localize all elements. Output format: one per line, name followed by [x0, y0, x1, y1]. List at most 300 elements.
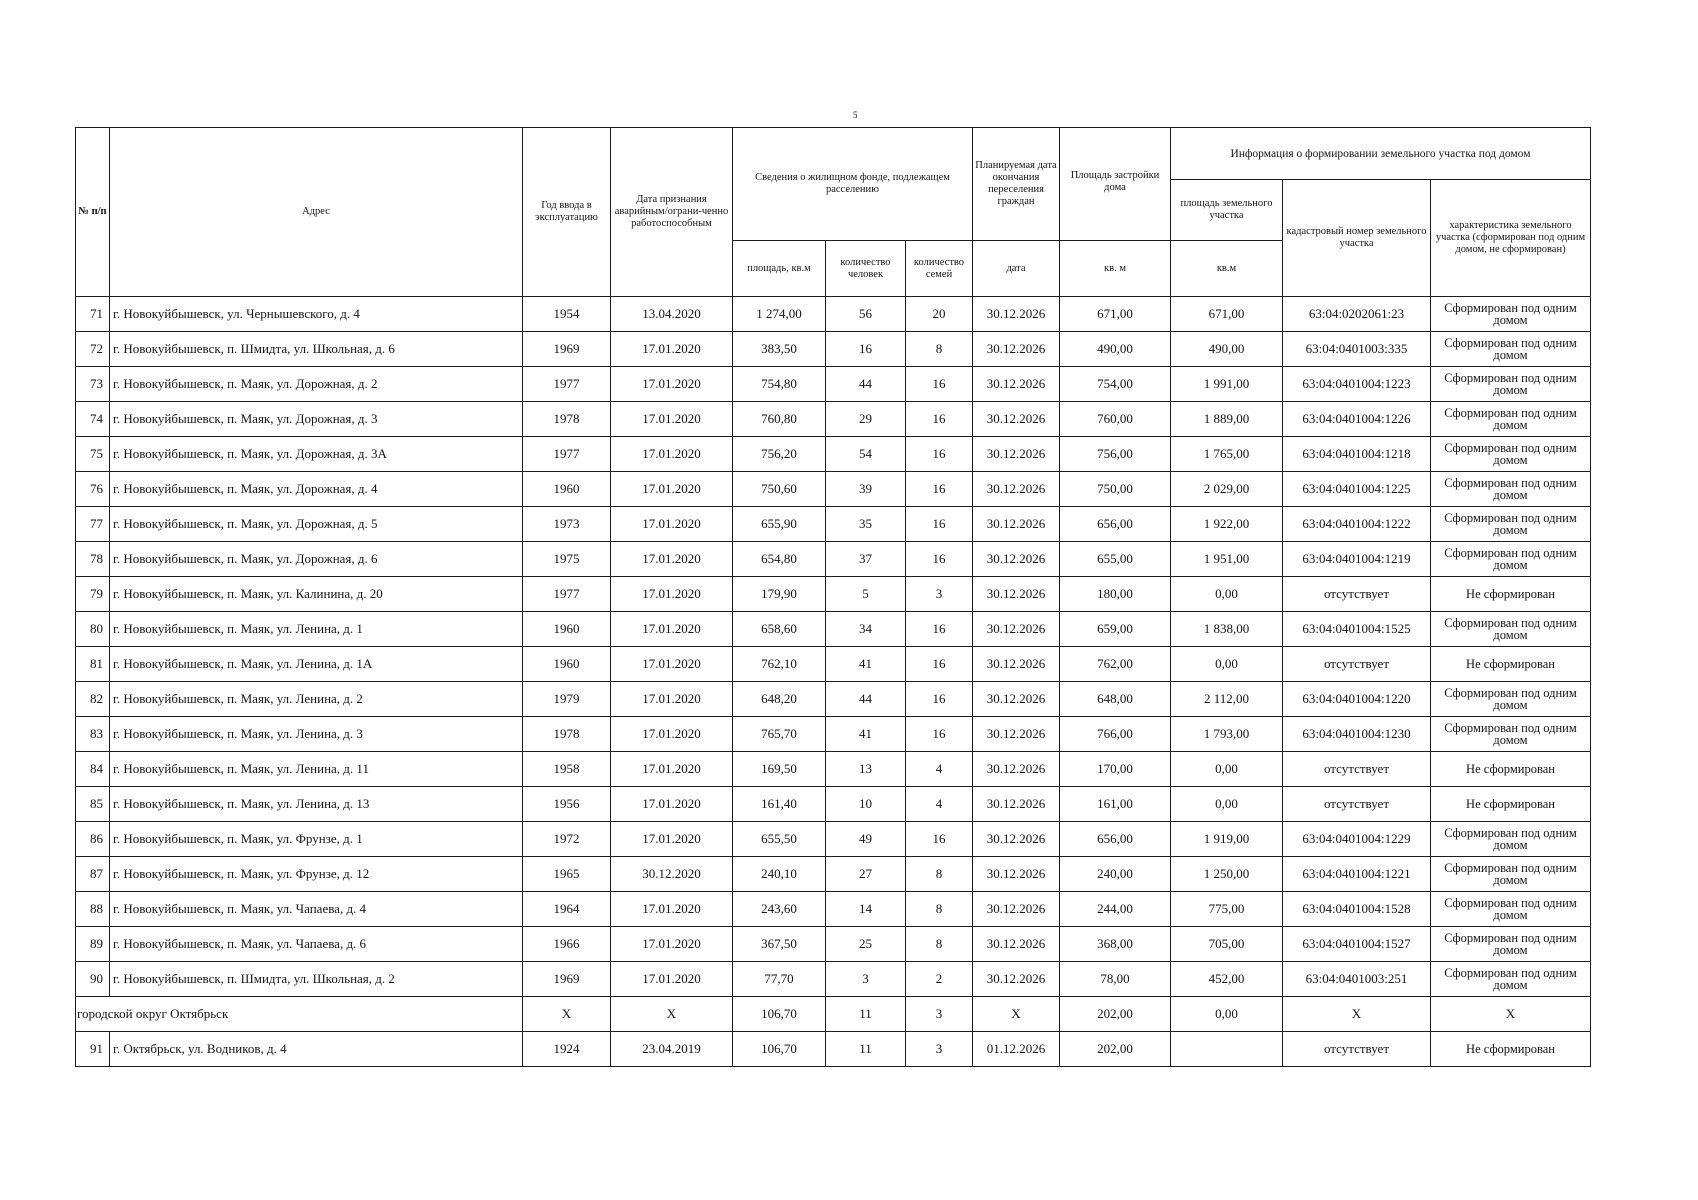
table-row — [76, 647, 1591, 682]
header-no: № п/п — [76, 128, 110, 297]
row-persons: 39 — [826, 472, 906, 507]
row-families: 16 — [906, 472, 973, 507]
row-char: Сформирован под одним домом — [1431, 472, 1591, 507]
row-persons: 5 — [826, 577, 906, 612]
row-end: 30.12.2026 — [973, 542, 1060, 577]
row-land: 775,00 — [1171, 892, 1283, 927]
row-cad: 63:04:0401003:335 — [1283, 332, 1431, 367]
row-address: г. Новокуйбышевск, п. Маяк, ул. Ленина, д. 1 — [110, 612, 523, 647]
section-cad: X — [1283, 997, 1431, 1032]
row-address: г. Новокуйбышевск, п. Маяк, ул. Дорожная, д. 2 — [110, 367, 523, 402]
row-end: 30.12.2026 — [973, 857, 1060, 892]
row-land: 452,00 — [1171, 962, 1283, 997]
row-end: 30.12.2026 — [973, 297, 1060, 332]
row-no: 84 — [76, 752, 110, 787]
row-persons: 16 — [826, 332, 906, 367]
row-persons: 49 — [826, 822, 906, 857]
row-end: 30.12.2026 — [973, 612, 1060, 647]
row-building: 202,00 — [1060, 1032, 1171, 1067]
row-land: 1 889,00 — [1171, 402, 1283, 437]
row-no: 87 — [76, 857, 110, 892]
row-area: 169,50 — [733, 752, 826, 787]
row-building: 756,00 — [1060, 437, 1171, 472]
table-row — [76, 962, 1591, 997]
section-land: 0,00 — [1171, 997, 1283, 1032]
row-building: 655,00 — [1060, 542, 1171, 577]
row-no: 78 — [76, 542, 110, 577]
row-area: 77,70 — [733, 962, 826, 997]
header-planned-end-sub: дата — [973, 241, 1060, 297]
row-families: 4 — [906, 787, 973, 822]
row-cad: 63:04:0401004:1220 — [1283, 682, 1431, 717]
row-year: 1978 — [523, 402, 611, 437]
row-persons: 44 — [826, 367, 906, 402]
row-land: 1 765,00 — [1171, 437, 1283, 472]
row-no: 80 — [76, 612, 110, 647]
row-year: 1960 — [523, 647, 611, 682]
row-persons: 44 — [826, 682, 906, 717]
row-address: г. Новокуйбышевск, п. Маяк, ул. Чапаева, д. 6 — [110, 927, 523, 962]
row-area: 762,10 — [733, 647, 826, 682]
row-land — [1171, 1032, 1283, 1067]
table-row — [76, 612, 1591, 647]
row-address: г. Новокуйбышевск, п. Маяк, ул. Фрунзе, д. 1 — [110, 822, 523, 857]
row-families: 16 — [906, 367, 973, 402]
row-year: 1978 — [523, 717, 611, 752]
row-no: 81 — [76, 647, 110, 682]
row-year: 1969 — [523, 332, 611, 367]
row-persons: 54 — [826, 437, 906, 472]
row-no: 82 — [76, 682, 110, 717]
row-area: 750,60 — [733, 472, 826, 507]
row-date: 17.01.2020 — [611, 822, 733, 857]
table-row — [76, 577, 1591, 612]
row-persons: 14 — [826, 892, 906, 927]
row-no: 74 — [76, 402, 110, 437]
row-land: 671,00 — [1171, 297, 1283, 332]
row-cad: 63:04:0401004:1218 — [1283, 437, 1431, 472]
row-persons: 25 — [826, 927, 906, 962]
table-row — [76, 717, 1591, 752]
row-building: 648,00 — [1060, 682, 1171, 717]
row-address: г. Новокуйбышевск, п. Маяк, ул. Ленина, д. 13 — [110, 787, 523, 822]
row-area: 648,20 — [733, 682, 826, 717]
row-land: 2 112,00 — [1171, 682, 1283, 717]
row-end: 30.12.2026 — [973, 472, 1060, 507]
header-families: количество семей — [906, 241, 973, 297]
row-land: 1 919,00 — [1171, 822, 1283, 857]
row-no: 71 — [76, 297, 110, 332]
row-year: 1979 — [523, 682, 611, 717]
row-end: 30.12.2026 — [973, 787, 1060, 822]
row-families: 8 — [906, 857, 973, 892]
row-building: 659,00 — [1060, 612, 1171, 647]
row-families: 16 — [906, 682, 973, 717]
row-year: 1975 — [523, 542, 611, 577]
row-year: 1977 — [523, 437, 611, 472]
row-char: Сформирован под одним домом — [1431, 857, 1591, 892]
row-persons: 10 — [826, 787, 906, 822]
header-address: Адрес — [110, 128, 523, 297]
row-address: г. Новокуйбышевск, п. Маяк, ул. Ленина, д. 3 — [110, 717, 523, 752]
row-families: 16 — [906, 507, 973, 542]
row-address: г. Новокуйбышевск, п. Маяк, ул. Ленина, д. 2 — [110, 682, 523, 717]
table-row — [76, 787, 1591, 822]
row-char: Сформирован под одним домом — [1431, 402, 1591, 437]
header-building-area-sub: кв. м — [1060, 241, 1171, 297]
row-families: 16 — [906, 437, 973, 472]
row-land: 1 838,00 — [1171, 612, 1283, 647]
row-cad: 63:04:0401004:1225 — [1283, 472, 1431, 507]
table-header — [76, 128, 1591, 297]
row-char: Сформирован под одним домом — [1431, 717, 1591, 752]
row-char: Не сформирован — [1431, 647, 1591, 682]
row-char: Не сформирован — [1431, 577, 1591, 612]
row-address: г. Новокуйбышевск, п. Шмидта, ул. Школьная, д. 2 — [110, 962, 523, 997]
table-row — [76, 332, 1591, 367]
row-building: 244,00 — [1060, 892, 1171, 927]
row-char: Сформирован под одним домом — [1431, 542, 1591, 577]
row-date: 17.01.2020 — [611, 472, 733, 507]
row-end: 30.12.2026 — [973, 437, 1060, 472]
row-year: 1960 — [523, 472, 611, 507]
row-land: 0,00 — [1171, 787, 1283, 822]
table-row — [76, 472, 1591, 507]
row-end: 30.12.2026 — [973, 332, 1060, 367]
row-families: 8 — [906, 892, 973, 927]
section-end: X — [973, 997, 1060, 1032]
row-building: 750,00 — [1060, 472, 1171, 507]
row-address: г. Новокуйбышевск, п. Маяк, ул. Чапаева, д. 4 — [110, 892, 523, 927]
row-year: 1960 — [523, 612, 611, 647]
header-cadastral: кадастровый номер земельного участка — [1283, 180, 1431, 297]
row-land: 1 250,00 — [1171, 857, 1283, 892]
row-area: 756,20 — [733, 437, 826, 472]
row-address: г. Новокуйбышевск, п. Маяк, ул. Дорожная, д. 3А — [110, 437, 523, 472]
row-families: 16 — [906, 822, 973, 857]
row-char: Сформирован под одним домом — [1431, 507, 1591, 542]
row-building: 78,00 — [1060, 962, 1171, 997]
row-no: 88 — [76, 892, 110, 927]
row-year: 1964 — [523, 892, 611, 927]
row-no: 73 — [76, 367, 110, 402]
row-date: 17.01.2020 — [611, 717, 733, 752]
row-cad: 63:04:0401004:1219 — [1283, 542, 1431, 577]
row-date: 17.01.2020 — [611, 577, 733, 612]
row-building: 368,00 — [1060, 927, 1171, 962]
row-area: 655,50 — [733, 822, 826, 857]
row-address: г. Новокуйбышевск, п. Маяк, ул. Калинина, д. 20 — [110, 577, 523, 612]
header-area-sqm: площадь, кв.м — [733, 241, 826, 297]
header-land-area: площадь земельного участка — [1171, 180, 1283, 241]
row-cad: отсутствует — [1283, 577, 1431, 612]
row-end: 30.12.2026 — [973, 752, 1060, 787]
page-number: 5 — [853, 110, 858, 120]
row-end: 30.12.2026 — [973, 577, 1060, 612]
row-cad: отсутствует — [1283, 647, 1431, 682]
row-persons: 29 — [826, 402, 906, 437]
row-building: 656,00 — [1060, 822, 1171, 857]
row-year: 1969 — [523, 962, 611, 997]
table-row — [76, 507, 1591, 542]
header-planned-end: Планируемая дата окончания переселения граждан — [973, 128, 1060, 241]
table-row — [76, 682, 1591, 717]
row-date: 13.04.2020 — [611, 297, 733, 332]
row-area: 383,50 — [733, 332, 826, 367]
row-no: 77 — [76, 507, 110, 542]
row-address: г. Новокуйбышевск, п. Маяк, ул. Дорожная, д. 5 — [110, 507, 523, 542]
row-date: 23.04.2019 — [611, 1032, 733, 1067]
row-no: 86 — [76, 822, 110, 857]
row-families: 16 — [906, 647, 973, 682]
row-char: Не сформирован — [1431, 787, 1591, 822]
row-families: 16 — [906, 717, 973, 752]
row-year: 1972 — [523, 822, 611, 857]
row-date: 17.01.2020 — [611, 927, 733, 962]
table-row — [76, 857, 1591, 892]
row-char: Не сформирован — [1431, 752, 1591, 787]
row-land: 1 922,00 — [1171, 507, 1283, 542]
row-land: 1 951,00 — [1171, 542, 1283, 577]
row-no: 91 — [76, 1032, 110, 1067]
section-area: 106,70 — [733, 997, 826, 1032]
section-name: городской округ Октябрьск — [76, 997, 523, 1032]
row-cad: 63:04:0202061:23 — [1283, 297, 1431, 332]
row-families: 3 — [906, 1032, 973, 1067]
row-area: 240,10 — [733, 857, 826, 892]
row-persons: 34 — [826, 612, 906, 647]
row-end: 30.12.2026 — [973, 367, 1060, 402]
row-building: 760,00 — [1060, 402, 1171, 437]
row-year: 1958 — [523, 752, 611, 787]
row-char: Сформирован под одним домом — [1431, 822, 1591, 857]
row-area: 754,80 — [733, 367, 826, 402]
row-no: 89 — [76, 927, 110, 962]
row-persons: 35 — [826, 507, 906, 542]
row-cad: 63:04:0401004:1221 — [1283, 857, 1431, 892]
table-row — [76, 1032, 1591, 1067]
row-char: Сформирован под одним домом — [1431, 892, 1591, 927]
row-char: Не сформирован — [1431, 1032, 1591, 1067]
row-building: 656,00 — [1060, 507, 1171, 542]
row-land: 705,00 — [1171, 927, 1283, 962]
row-persons: 3 — [826, 962, 906, 997]
row-char: Сформирован под одним домом — [1431, 332, 1591, 367]
row-persons: 37 — [826, 542, 906, 577]
row-no: 75 — [76, 437, 110, 472]
row-area: 765,70 — [733, 717, 826, 752]
row-char: Сформирован под одним домом — [1431, 612, 1591, 647]
row-area: 161,40 — [733, 787, 826, 822]
row-building: 671,00 — [1060, 297, 1171, 332]
row-area: 654,80 — [733, 542, 826, 577]
row-cad: 63:04:0401004:1525 — [1283, 612, 1431, 647]
row-date: 17.01.2020 — [611, 752, 733, 787]
row-cad: 63:04:0401004:1229 — [1283, 822, 1431, 857]
row-date: 17.01.2020 — [611, 332, 733, 367]
row-date: 30.12.2020 — [611, 857, 733, 892]
row-address: г. Новокуйбышевск, п. Шмидта, ул. Школьная, д. 6 — [110, 332, 523, 367]
row-address: г. Новокуйбышевск, п. Маяк, ул. Фрунзе, д. 12 — [110, 857, 523, 892]
row-families: 16 — [906, 612, 973, 647]
row-char: Сформирован под одним домом — [1431, 297, 1591, 332]
row-building: 490,00 — [1060, 332, 1171, 367]
row-end: 30.12.2026 — [973, 647, 1060, 682]
header-year: Год ввода в эксплуатацию — [523, 128, 611, 297]
row-address: г. Новокуйбышевск, п. Маяк, ул. Дорожная, д. 4 — [110, 472, 523, 507]
row-address: г. Новокуйбышевск, п. Маяк, ул. Дорожная, д. 3 — [110, 402, 523, 437]
row-cad: 63:04:0401003:251 — [1283, 962, 1431, 997]
row-end: 30.12.2026 — [973, 927, 1060, 962]
row-date: 17.01.2020 — [611, 367, 733, 402]
row-land: 1 991,00 — [1171, 367, 1283, 402]
row-no: 76 — [76, 472, 110, 507]
table-body — [76, 297, 1591, 1067]
row-end: 01.12.2026 — [973, 1032, 1060, 1067]
row-area: 658,60 — [733, 612, 826, 647]
row-date: 17.01.2020 — [611, 507, 733, 542]
header-characteristic: характеристика земельного участка (сформирован под одним домом, не сформирован) — [1431, 180, 1591, 297]
row-area: 655,90 — [733, 507, 826, 542]
row-address: г. Новокуйбышевск, п. Маяк, ул. Ленина, д. 11 — [110, 752, 523, 787]
row-address: г. Новокуйбышевск, ул. Чернышевского, д. 4 — [110, 297, 523, 332]
row-end: 30.12.2026 — [973, 892, 1060, 927]
row-char: Сформирован под одним домом — [1431, 682, 1591, 717]
resettlement-table — [75, 127, 1591, 1067]
section-families: 3 — [906, 997, 973, 1032]
row-year: 1966 — [523, 927, 611, 962]
row-char: Сформирован под одним домом — [1431, 927, 1591, 962]
row-land: 1 793,00 — [1171, 717, 1283, 752]
row-cad: отсутствует — [1283, 787, 1431, 822]
row-persons: 41 — [826, 717, 906, 752]
row-persons: 41 — [826, 647, 906, 682]
row-families: 16 — [906, 542, 973, 577]
row-char: Сформирован под одним домом — [1431, 367, 1591, 402]
row-year: 1924 — [523, 1032, 611, 1067]
row-year: 1956 — [523, 787, 611, 822]
row-area: 1 274,00 — [733, 297, 826, 332]
row-area: 179,90 — [733, 577, 826, 612]
row-building: 170,00 — [1060, 752, 1171, 787]
row-area: 367,50 — [733, 927, 826, 962]
row-families: 8 — [906, 332, 973, 367]
row-families: 3 — [906, 577, 973, 612]
row-building: 240,00 — [1060, 857, 1171, 892]
row-no: 72 — [76, 332, 110, 367]
section-persons: 11 — [826, 997, 906, 1032]
row-persons: 13 — [826, 752, 906, 787]
row-end: 30.12.2026 — [973, 822, 1060, 857]
row-building: 762,00 — [1060, 647, 1171, 682]
table-row — [76, 367, 1591, 402]
table-row — [76, 297, 1591, 332]
row-land: 0,00 — [1171, 577, 1283, 612]
row-year: 1954 — [523, 297, 611, 332]
header-land-info: Информация о формировании земельного участка под домом — [1171, 128, 1591, 180]
row-end: 30.12.2026 — [973, 402, 1060, 437]
row-families: 20 — [906, 297, 973, 332]
section-building: 202,00 — [1060, 997, 1171, 1032]
row-end: 30.12.2026 — [973, 507, 1060, 542]
row-no: 83 — [76, 717, 110, 752]
row-cad: 63:04:0401004:1527 — [1283, 927, 1431, 962]
row-year: 1973 — [523, 507, 611, 542]
row-char: Сформирован под одним домом — [1431, 962, 1591, 997]
row-end: 30.12.2026 — [973, 962, 1060, 997]
row-no: 90 — [76, 962, 110, 997]
row-year: 1965 — [523, 857, 611, 892]
row-date: 17.01.2020 — [611, 787, 733, 822]
row-date: 17.01.2020 — [611, 682, 733, 717]
table-row — [76, 437, 1591, 472]
row-families: 8 — [906, 927, 973, 962]
row-address: г. Новокуйбышевск, п. Маяк, ул. Ленина, д. 1А — [110, 647, 523, 682]
row-cad: 63:04:0401004:1226 — [1283, 402, 1431, 437]
row-persons: 11 — [826, 1032, 906, 1067]
row-area: 106,70 — [733, 1032, 826, 1067]
header-date-recognition: Дата признания аварийным/ограни-ченно работоспособным — [611, 128, 733, 297]
header-housing-fund: Сведения о жилищном фонде, подлежащем расселению — [733, 128, 973, 241]
row-building: 161,00 — [1060, 787, 1171, 822]
row-persons: 56 — [826, 297, 906, 332]
row-area: 760,80 — [733, 402, 826, 437]
row-land: 2 029,00 — [1171, 472, 1283, 507]
section-year: X — [523, 997, 611, 1032]
row-area: 243,60 — [733, 892, 826, 927]
row-building: 180,00 — [1060, 577, 1171, 612]
row-cad: 63:04:0401004:1222 — [1283, 507, 1431, 542]
row-address: г. Октябрьск, ул. Водников, д. 4 — [110, 1032, 523, 1067]
row-date: 17.01.2020 — [611, 892, 733, 927]
row-end: 30.12.2026 — [973, 717, 1060, 752]
row-land: 490,00 — [1171, 332, 1283, 367]
table-row — [76, 752, 1591, 787]
row-persons: 27 — [826, 857, 906, 892]
row-families: 4 — [906, 752, 973, 787]
row-cad: 63:04:0401004:1528 — [1283, 892, 1431, 927]
row-date: 17.01.2020 — [611, 437, 733, 472]
table-row — [76, 402, 1591, 437]
row-no: 85 — [76, 787, 110, 822]
table-row — [76, 927, 1591, 962]
row-end: 30.12.2026 — [973, 682, 1060, 717]
row-year: 1977 — [523, 577, 611, 612]
row-cad: 63:04:0401004:1223 — [1283, 367, 1431, 402]
row-date: 17.01.2020 — [611, 647, 733, 682]
table-row — [76, 822, 1591, 857]
header-building-area: Площадь застройки дома — [1060, 128, 1171, 241]
table-row — [76, 892, 1591, 927]
row-char: Сформирован под одним домом — [1431, 437, 1591, 472]
section-char: X — [1431, 997, 1591, 1032]
section-date: X — [611, 997, 733, 1032]
row-cad: отсутствует — [1283, 752, 1431, 787]
row-date: 17.01.2020 — [611, 402, 733, 437]
row-cad: 63:04:0401004:1230 — [1283, 717, 1431, 752]
row-families: 2 — [906, 962, 973, 997]
row-building: 766,00 — [1060, 717, 1171, 752]
row-building: 754,00 — [1060, 367, 1171, 402]
row-date: 17.01.2020 — [611, 962, 733, 997]
section-row — [76, 997, 1591, 1032]
header-persons: количество человек — [826, 241, 906, 297]
row-year: 1977 — [523, 367, 611, 402]
row-cad: отсутствует — [1283, 1032, 1431, 1067]
row-date: 17.01.2020 — [611, 612, 733, 647]
row-address: г. Новокуйбышевск, п. Маяк, ул. Дорожная, д. 6 — [110, 542, 523, 577]
row-date: 17.01.2020 — [611, 542, 733, 577]
